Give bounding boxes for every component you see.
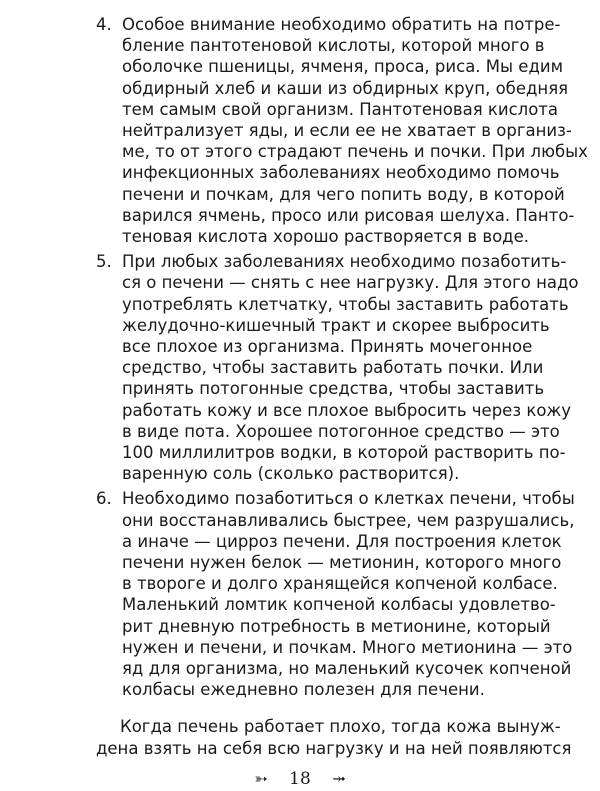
- page-number: 18: [289, 769, 311, 790]
- text-line: Особое внимание необходимо обратить на потре-: [122, 15, 561, 34]
- left-ornament-icon: ➳: [254, 769, 268, 789]
- item-number: 5.: [96, 252, 112, 272]
- item-number: 4.: [96, 15, 112, 34]
- text-line: Когда печень работает плохо, тогда кожа вынуж-: [120, 717, 561, 737]
- text-line: нужен и печени, и почкам. Много метионина — это: [122, 637, 573, 657]
- text-line: печени и почкам, для чего попить воду, в которой: [122, 184, 565, 204]
- text-line: нейтрализует яды, и если ее не хватает в организ-: [122, 121, 572, 140]
- text-line: ся о печени — снять с нее нагрузку. Для этого надо: [122, 273, 579, 293]
- text-line: в виде пота. Хорошее потогонное средство — это: [122, 421, 560, 441]
- item-number: 6.: [96, 489, 112, 509]
- text-line: При любых заболеваниях необходимо позаботить-: [122, 252, 567, 272]
- text-line: они восстанавливались быстрее, чем разрушались,: [122, 510, 575, 530]
- text-line: желудочно-кишечный тракт и скорее выбросить: [122, 315, 550, 335]
- text-line: средство, чтобы заставить работать почки. Или: [122, 358, 544, 378]
- text-line: ме, то от этого страдают печень и почки. При любых: [122, 142, 588, 162]
- text-line: печени нужен белок — метионин, которого много: [122, 553, 562, 572]
- text-line: яд для организма, но маленький кусочек копченой: [122, 659, 572, 678]
- text-line: обдирный хлеб и каши из обдирных круп, обедняя: [122, 78, 569, 98]
- text-line: инфекционных заболеваниях необходимо помочь: [122, 163, 560, 183]
- text-line: 100 миллилитров водки, в которой растворить по-: [122, 443, 566, 462]
- text-line: варился ячмень, просо или рисовая шелуха. Панто-: [122, 205, 575, 225]
- text-line: принять потогонные средства, чтобы заставить: [122, 379, 545, 399]
- text-line: рит дневную потребность в метионине, который: [122, 616, 551, 636]
- text-line: бление пантотеновой кислоты, которой много в: [122, 36, 545, 56]
- text-line: а иначе — цирроз печени. Для построения клеток: [122, 531, 562, 551]
- text-line: теновая кислота хорошо растворяется в воде.: [122, 227, 529, 246]
- right-ornament-icon: ⤞: [332, 769, 346, 789]
- text-line: оболочке пшеницы, ячменя, проса, риса. Мы едим: [122, 57, 564, 77]
- text-line: колбасы ежедневно полезен для печени.: [122, 680, 485, 700]
- text-line: все плохое из организма. Принять мочегонное: [122, 337, 533, 356]
- text-line: Необходимо позаботиться о клетках печени, чтобы: [122, 489, 575, 509]
- page-footer: [0, 767, 600, 791]
- text-line: Маленький ломтик копченой колбасы удовлетво-: [122, 595, 556, 615]
- text-line: в твороге и долго хранящейся копченой колбасе.: [122, 574, 558, 594]
- text-line: варенную соль (сколько растворится).: [122, 464, 460, 484]
- text-line: тем самым свой организм. Пантотеновая кислота: [122, 99, 559, 119]
- text-line: работать кожу и все плохое выбросить через кожу: [122, 400, 572, 420]
- text-line: дена взять на себя всю нагрузку и на ней появляются: [96, 738, 572, 758]
- text-line: употреблять клетчатку, чтобы заставить работать: [122, 294, 569, 314]
